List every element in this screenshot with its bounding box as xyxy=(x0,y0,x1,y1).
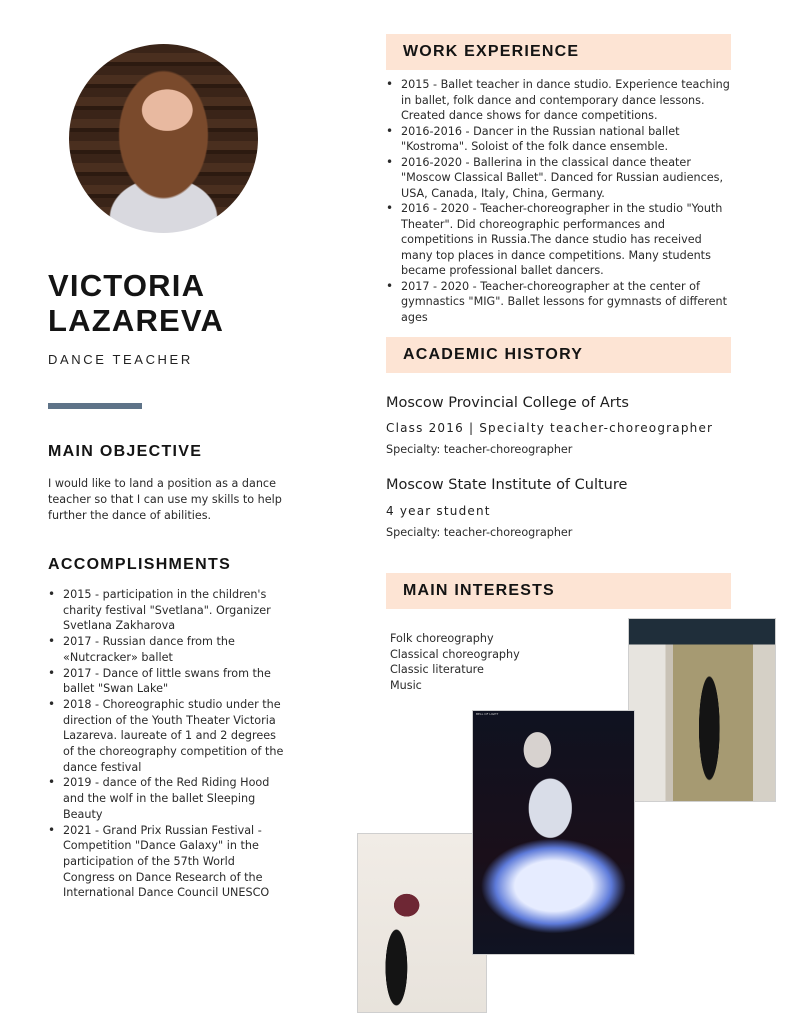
work-experience-heading: WORK EXPERIENCE xyxy=(403,43,580,60)
list-item: Music xyxy=(390,679,422,693)
work-experience-list xyxy=(386,77,736,325)
main-interests-heading: MAIN INTERESTS xyxy=(403,582,555,599)
list-item: • 2021 - Grand Prix Russian Festival - Competition "Dance Galaxy" in the participation of the 57th World Congress on Dance Research of the International Dance Council UNESCO xyxy=(48,823,288,902)
list-item: • 2017 - 2020 - Teacher-choreographer at the center of gymnastics "MIG". Ballet lessons for gymnasts of different ages xyxy=(386,279,736,326)
academic-history-heading: ACADEMIC HISTORY xyxy=(403,346,584,363)
degree-info: Class 2016 | Specialty teacher-choreographer xyxy=(386,421,714,435)
list-item: • 2019 - dance of the Red Riding Hood and the wolf in the ballet Sleeping Beauty xyxy=(48,775,288,822)
job-title: DANCE TEACHER xyxy=(48,352,193,367)
accomplishments-list xyxy=(48,587,288,901)
school-name: Moscow State Institute of Culture xyxy=(386,477,628,493)
degree-info: 4 year student xyxy=(386,504,491,518)
objective-heading: MAIN OBJECTIVE xyxy=(48,443,203,460)
list-item: • 2016-2016 - Dancer in the Russian national ballet "Kostroma". Soloist of the folk dance ensemble. xyxy=(386,124,736,155)
list-item: • 2016-2020 - Ballerina in the classical dance theater "Moscow Classical Ballet". Danced for Russian audiences, USA, Canada, Italy, China, Germany. xyxy=(386,155,736,202)
photo-watermark: BELL OF LIGHT xyxy=(476,712,499,716)
academic-history-header xyxy=(386,337,731,373)
list-item: Classic literature xyxy=(390,663,484,677)
list-item: • 2015 - participation in the children's charity festival "Svetlana". Organizer Svetlana Zakharova xyxy=(48,587,288,634)
name-first: VICTORIA xyxy=(48,268,206,303)
dance-photo-contemporary xyxy=(357,833,487,1013)
specialty-text: Specialty: teacher-choreographer xyxy=(386,443,573,456)
interests-list xyxy=(390,631,520,694)
main-interests-header xyxy=(386,573,731,609)
dance-photo-ladder xyxy=(628,618,776,802)
list-item: Classical choreography xyxy=(390,647,520,661)
list-item: • 2017 - Russian dance from the «Nutcracker» ballet xyxy=(48,634,288,665)
divider-bar xyxy=(48,403,142,409)
list-item: • 2018 - Choreographic studio under the direction of the Youth Theater Victoria Lazareva. laureate of 1 and 2 degrees of the choreography competition of the dance festival xyxy=(48,697,288,776)
list-item: Folk choreography xyxy=(390,632,494,645)
work-experience-header xyxy=(386,34,731,70)
dance-photo-swan xyxy=(472,710,635,955)
profile-photo xyxy=(69,44,258,233)
name-last: LAZAREVA xyxy=(48,303,225,338)
specialty-text: Specialty: teacher-choreographer xyxy=(386,526,573,539)
candidate-name xyxy=(48,268,224,338)
accomplishments-heading: ACCOMPLISHMENTS xyxy=(48,556,232,573)
list-item: • 2015 - Ballet teacher in dance studio. Experience teaching in ballet, folk dance and contemporary dance lessons. Created dance shows for dance competitions. xyxy=(386,77,736,124)
school-name: Moscow Provincial College of Arts xyxy=(386,395,629,411)
objective-text: I would like to land a position as a dance teacher so that I can use my skills to help further the dance of abilities. xyxy=(48,477,282,522)
list-item: • 2017 - Dance of little swans from the ballet "Swan Lake" xyxy=(48,666,288,697)
list-item: • 2016 - 2020 - Teacher-choreographer in the studio "Youth Theater". Did choreographic performances and competitions in Russia.The dance studio has received many top places in dance competitions. Many students became professional ballet dancers. xyxy=(386,201,736,279)
